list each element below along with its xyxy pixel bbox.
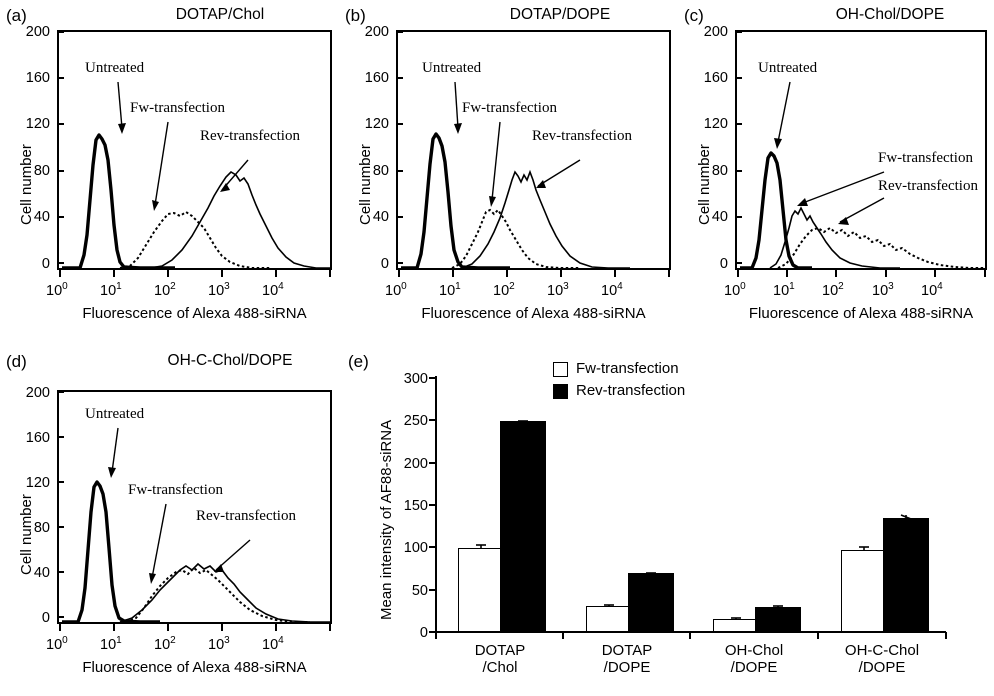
panel-e-ylabel: Mean intensity of AF88-siRNA: [378, 419, 395, 620]
bar-category-3-line2: /DOPE: [730, 659, 778, 676]
panel-a-xlabel: Fluorescence of Alexa 488-siRNA: [82, 305, 307, 322]
legend-label-rev: Rev-transfection: [576, 382, 686, 399]
panel-e-ytick-100: 100: [403, 540, 428, 556]
bar-rev-dotap-dope: [628, 573, 674, 632]
bar-category-4-line1: OH-C-Chol: [844, 642, 920, 659]
legend-label-fw: Fw-transfection: [576, 360, 679, 377]
panel-a-ytick-200: 200: [25, 24, 50, 40]
panel-e-ytick-0: 0: [419, 625, 428, 641]
panel-d-ytick-80: 80: [33, 520, 50, 536]
panel-a-ytick-40: 40: [33, 209, 50, 225]
panel-a-annot-untreated: Untreated: [85, 60, 145, 76]
panel-b-title: DOTAP/DOPE: [509, 6, 611, 23]
bar-category-4-line2: /DOPE: [858, 659, 906, 676]
bar-fw-dotap-chol: [458, 548, 504, 632]
panel-a-ytick-160: 160: [25, 70, 50, 86]
panel-b-ytick-40: 40: [372, 209, 389, 225]
panel-e-ytick-50: 50: [411, 583, 428, 599]
panel-d-annot-fw: Fw-transfection: [128, 482, 223, 498]
panel-d-ytick-0: 0: [41, 610, 50, 626]
panel-a-annot-fw: Fw-transfection: [130, 100, 225, 116]
panel-a-letter: (a): [6, 6, 27, 25]
panel-d-ytick-120: 120: [25, 475, 50, 491]
panel-c-letter: (c): [684, 6, 704, 25]
panel-d-ytick-40: 40: [33, 565, 50, 581]
panel-b-ytick-0: 0: [380, 256, 389, 272]
panel-d-letter: (d): [6, 352, 27, 371]
bar-category-2-line1: DOTAP: [601, 642, 653, 659]
panel-c-title: OH-Chol/DOPE: [835, 6, 945, 23]
panel-c-annot-untreated: Untreated: [758, 60, 818, 76]
bar-rev-ohchol-dope: [755, 607, 801, 632]
panel-c-ytick-120: 120: [703, 116, 728, 132]
panel-c-xlabel: Fluorescence of Alexa 488-siRNA: [748, 305, 974, 322]
panel-c-annot-rev: Rev-transfection: [878, 178, 978, 194]
bar-category-1-line2: /Chol: [482, 659, 518, 676]
panel-e-ytick-200: 200: [403, 456, 428, 472]
panel-a-ylabel: Cell number: [18, 144, 35, 225]
bar-category-3: [694, 642, 814, 676]
panel-d-xlabel: Fluorescence of Alexa 488-siRNA: [82, 659, 307, 676]
panel-c-xtick-3: $10^3$: [872, 281, 894, 299]
bar-category-1: [440, 642, 560, 676]
bar-category-1-line1: DOTAP: [474, 642, 526, 659]
panel-c-xtick-2: $10^2$: [822, 281, 844, 299]
panel-c-xtick-0: $10^0$: [724, 281, 746, 299]
bar-rev-ohcchol-dope: [883, 518, 929, 632]
panel-e-ytick-300: 300: [403, 371, 428, 387]
bar-fw-dotap-dope: [586, 606, 632, 632]
panel-c-ytick-40: 40: [711, 209, 728, 225]
panel-c-ytick-200: 200: [703, 24, 728, 40]
panel-d-title: OH-C-Chol/DOPE: [167, 352, 293, 369]
bar-fw-ohchol-dope: [713, 619, 759, 632]
panel-c-ytick-0: 0: [719, 256, 728, 272]
bar-fw-ohcchol-dope: [841, 550, 887, 632]
panel-b-xlabel: Fluorescence of Alexa 488-siRNA: [421, 305, 646, 322]
panel-a-ytick-0: 0: [41, 256, 50, 272]
panel-d-xtick-2: $10^2$: [154, 635, 176, 653]
panel-b-annot-untreated: Untreated: [422, 60, 482, 76]
panel-a-title: DOTAP/Chol: [175, 6, 265, 23]
panel-b-xtick-4: $10^4$: [601, 281, 623, 299]
panel-d-xtick-0: $10^0$: [46, 635, 68, 653]
panel-a-xtick-4: $10^4$: [262, 281, 284, 299]
bar-category-3-line1: OH-Chol: [724, 642, 784, 659]
panel-b-ytick-200: 200: [364, 24, 389, 40]
panel-d-xtick-3: $10^3$: [208, 635, 230, 653]
panel-c-xtick-4: $10^4$: [921, 281, 943, 299]
panel-b-annot-fw: Fw-transfection: [462, 100, 557, 116]
panel-e-ytick-250: 250: [403, 413, 428, 429]
panel-c-xtick-1: $10^1$: [773, 281, 795, 299]
panel-b-ytick-120: 120: [364, 116, 389, 132]
panel-d-annot-untreated: Untreated: [85, 406, 145, 422]
panel-b-ytick-80: 80: [372, 163, 389, 179]
panel-a-xtick-2: $10^2$: [154, 281, 176, 299]
panel-d-xtick-1: $10^1$: [100, 635, 122, 653]
panel-d-xtick-4: $10^4$: [262, 635, 284, 653]
panel-b-ylabel: Cell number: [357, 144, 374, 225]
bar-category-4: [822, 642, 942, 676]
panel-e-ytick-150: 150: [403, 498, 428, 514]
panel-b-ytick-160: 160: [364, 70, 389, 86]
panel-d-ylabel: Cell number: [18, 494, 35, 575]
panel-c-ylabel: Cell number: [696, 144, 713, 225]
panel-a-xtick-0: $10^0$: [46, 281, 68, 299]
panel-b-xtick-2: $10^2$: [493, 281, 515, 299]
panel-a-annot-rev: Rev-transfection: [200, 128, 300, 144]
panel-c-annot-fw: Fw-transfection: [878, 150, 973, 166]
panel-d-ytick-200: 200: [25, 385, 50, 401]
panel-a-xtick-3: $10^3$: [208, 281, 230, 299]
panel-b-xtick-3: $10^3$: [547, 281, 569, 299]
panel-a-ytick-80: 80: [33, 163, 50, 179]
panel-c-ytick-160: 160: [703, 70, 728, 86]
panel-e-letter: (e): [348, 352, 369, 371]
panel-b-xtick-0: $10^0$: [385, 281, 407, 299]
bar-category-2: [567, 642, 687, 676]
panel-d-ytick-160: 160: [25, 430, 50, 446]
bar-rev-dotap-chol: [500, 421, 546, 632]
panel-b-annot-rev: Rev-transfection: [532, 128, 632, 144]
panel-b-xtick-1: $10^1$: [439, 281, 461, 299]
panel-c-ytick-80: 80: [711, 163, 728, 179]
bar-category-2-line2: /DOPE: [603, 659, 651, 676]
panel-a-ytick-120: 120: [25, 116, 50, 132]
panel-d-annot-rev: Rev-transfection: [196, 508, 296, 524]
panel-a-xtick-1: $10^1$: [100, 281, 122, 299]
panel-b-letter: (b): [345, 6, 366, 25]
